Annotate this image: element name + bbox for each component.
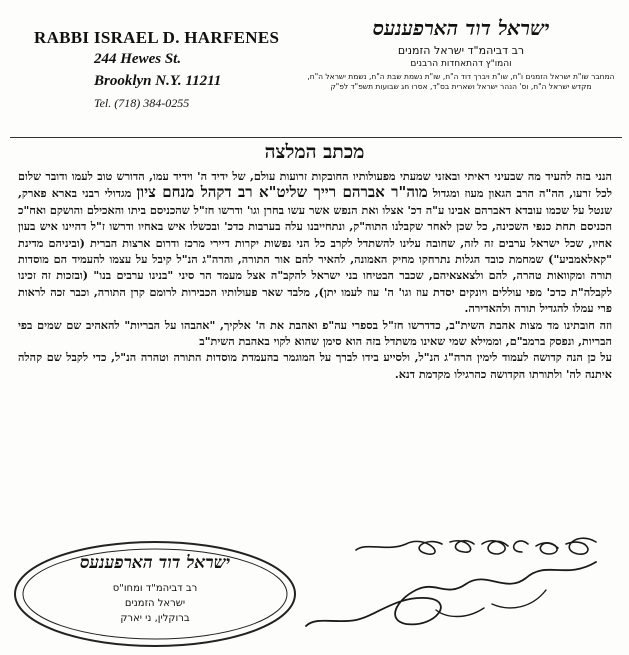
stamp-line2: ישראל הזמנים [124,598,186,609]
letter-body [18,168,612,382]
rabbi-stamp [10,538,300,650]
body-paragraph-3: על כן הנה קדושה לעמוד לימין הרה"ג הנ"ל, ולסייע בידו לברך על המוגמר בהעמדת מוסדות התורה וטהרה הנ"ל, כדי לקבל שם קהלה איתנה לה' ולתורתו הקדושה כהרגילו מקדמת דנא. [18,350,612,381]
rabbi-name-en: RABBI ISRAEL D. HARFENES [34,28,280,47]
city-address: Brooklyn N.Y. 11211 [94,73,222,89]
body-paragraph-2: וזה חובתינו מד מצות אהבת השית"ב, כדדרשו חז"ל בספרי עה"פ ואהבת את ה' אלקיך, "אהבהו על הבריות" להאהיב שם שמים בפי הבריות, ונפסק ברמב"ם, וממילא שמי שאינו משתדל בזה הוא סימן שהוא לקוי באהבת השית"ב [18,317,612,349]
stamp-line3: ברוקלין, ני יארק [120,613,190,624]
body-p1: הנני בזה להעיד מה שבעיני ראיתי ובאזני שמעתי מפעולותיו החובקות זרועות עולם, של ידיד ה' וידיד עמו, הדורש טוב לעמו ודובר שלום לכל זרעו, הה"ה הרב הגאון מעוז ומגדול [18,169,612,201]
hebrew-letterhead-line3: המחבר שו"ת ישראל הזמנים ו"ח, שו"ת ויברך דוד ה"ח, שו"ת נשמת שבת ה"ח, נשמת ישראל ה"ח, מקדש ישראל ה"ח, וס' הנהר ישראל ושארית בס"ד, אסרו חג שבועות תשפ"ד לפ"ק [307,72,615,91]
telephone: Tel. (718) 384-0255 [94,96,190,110]
hebrew-letterhead-line1: רב דביהמ"ד ישראל הזמנים [397,44,525,57]
letter-heading: מכתב המלצה [264,141,365,163]
hebrew-letterhead [306,12,616,140]
english-letterhead [34,28,284,114]
header-divider [10,137,622,138]
rabbi-reich-name: מוה"ר אברהם רייך שליט"א רב דקהל מנחם ציון [136,183,428,202]
stamp-line1: רב דביהמ"ד ומחו"ס [112,583,198,594]
hebrew-letterhead-line2: והמו"ץ דהתאחדות הרבנים [410,59,512,69]
body-p2: מגדולי רבני בארא פארק, שנטל על שכמו עובדא דאברהם אבינו ע"ה דכ' אצלו ואת הנפש אשר עשו בחרן וגו' ודרשו חז"ל שהכניסם ביתו והאכילם והושקם ואח"כ הכניסם תחת כנפי השכינה, כל שכן לאחר שקבלנו התוה"ק, ונתחייבנו עלה בערבות כדכ' ובכשלו איש באחיו ודרשו ז"ל דהיינו איש בעון אחיו, שכל ישראל ערבים זה לזה, שחובה עלינו להשתדל לקרב כל הני נפשות יקרות דיירי מרכז ודרום ארצות הברית (וביניהם מדינת "קאלאמביע") שמחמת כובד הגלות נתרחקו מחיק האמונה, להאיר להם אור התורה, והרה"ג הנ"ל קיבל על עצמו להעמיד הם מוסדות תורה ומקוואות טהרה, להם ולצאצאיהם, שכבר הבטיחו בני ישראל להקב"ה אצל מעמד הר סיני "בנינו ערבים בנו" (ובזכות זה זכינו לקבלה"ת כדכ' מפי עוללים ויונקים יסדת עוז וגו' ה' עוז לעמו יתן), מלבד שאר פעולותיו הכבירות לרומם קרן התורה, וכבר זכה לראות פרי עמלו להגדיל תורה ולהאדירה. [18,186,612,316]
handwritten-signature [296,520,626,640]
stamp-title: ישראל דוד הארפענעס [79,553,231,573]
street-address: 244 Hewes St. [94,51,182,67]
hebrew-letterhead-title: ישראל דוד הארפענעס [372,16,550,40]
body-paragraph-1 [18,168,612,317]
